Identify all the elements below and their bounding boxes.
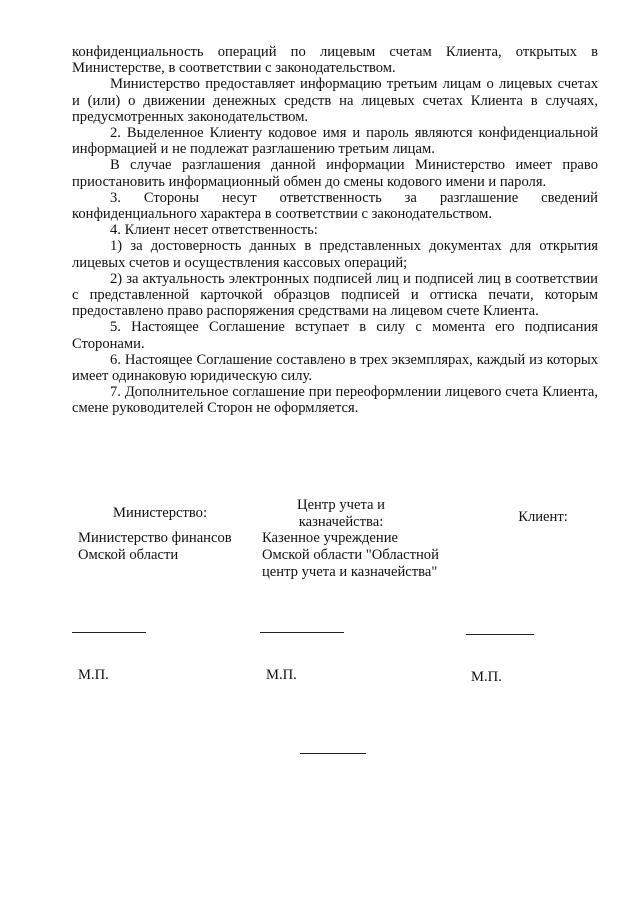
center-name [262,530,439,581]
paragraph-confidentiality-continued: конфиденциальность операций по лицевым счетам Клиента, открытых в Министерстве, в соответствии с законодательством. [72,44,598,77]
client-stamp-place: М.П. [471,669,502,685]
center-heading-line-1: Центр учета и [297,497,385,513]
paragraph-third-party-disclosure: Министерство предоставляет информацию третьим лицам о лицевых счетах и (или) о движении денежных средств на лицевых счетах Клиента в случаях, предусмотренных законодательством. [72,76,598,125]
ministry-name-line-2: Омской области [78,547,179,563]
center-stamp-place: М.П. [266,667,297,683]
center-heading-line-2: казначейства: [298,514,384,530]
ministry-signature-line [72,632,146,633]
paragraph-clause-7: 7. Дополнительное соглашение при переоформлении лицевого счета Клиента, смене руководителей Сторон не оформляется. [72,384,598,417]
paragraph-clause-4: 4. Клиент несет ответственность: [110,222,318,239]
paragraph-clause-2-suspension: В случае разглашения данной информации Министерство имеет право приостановить информационный обмен до смены кодового имени и пароля. [72,157,598,190]
ministry-name-line-1: Министерство финансов [78,530,232,546]
ministry-heading: Министерство: [112,505,208,521]
paragraph-clause-5: 5. Настоящее Соглашение вступает в силу с момента его подписания Сторонами. [72,319,598,352]
paragraph-clause-2: 2. Выделенное Клиенту кодовое имя и пароль являются конфиденциальной информацией и не подлежат разглашению третьим лицам. [72,125,598,158]
center-heading [286,497,396,531]
closing-separator-line [300,753,366,754]
center-signature-line [260,632,344,633]
agreement-body [72,44,598,417]
paragraph-clause-4-item-2: 2) за актуальность электронных подписей лиц и подписей лиц в соответствии с представленной карточкой образцов подписей и оттиска печати, которым предоставлено право распоряжения средствами на лицевом счете Клиента. [72,270,598,320]
paragraph-clause-6: 6. Настоящее Соглашение составлено в трех экземплярах, каждый из которых имеет одинаковую юридическую силу. [72,351,598,385]
center-name-line-3: центр учета и казначейства" [262,564,438,580]
ministry-name [78,530,232,564]
center-name-line-2: Омской области "Областной [262,547,439,563]
center-name-line-1: Казенное учреждение [262,530,398,546]
paragraph-clause-3: 3. Стороны несут ответственность за разглашение сведений конфиденциального характера в соответствии с законодательством. [72,189,598,223]
paragraph-clause-4-item-1: 1) за достоверность данных в представленных документах для открытия лицевых счетов и осуществления кассовых операций; [72,238,598,271]
ministry-stamp-place: М.П. [78,667,109,683]
client-signature-line [466,634,534,635]
client-heading: Клиент: [518,509,568,525]
